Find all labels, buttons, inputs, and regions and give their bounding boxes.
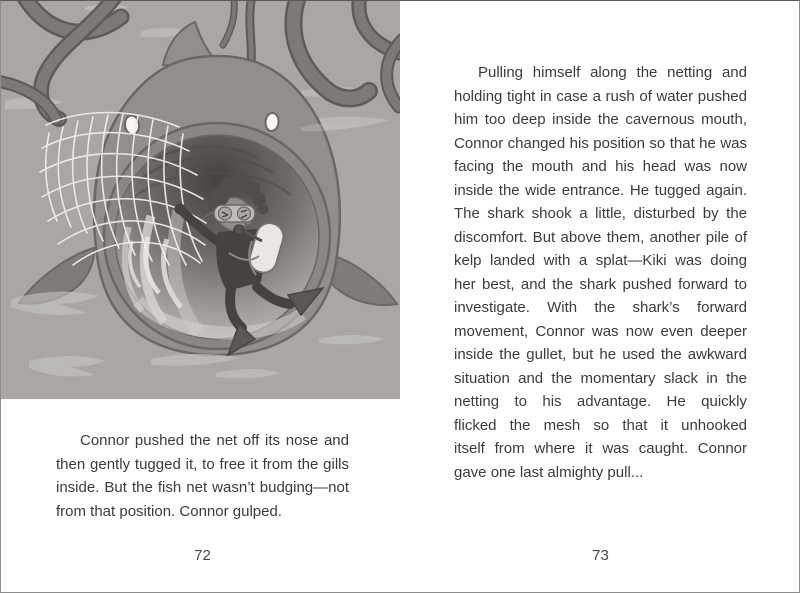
text-line: movement, Connor was now even deeper [454, 322, 747, 340]
text-line: facing the mouth and his head was now [454, 158, 747, 175]
shark-diver-illustration [1, 1, 400, 399]
text-line: netting to his advantage. He quickly [454, 393, 747, 410]
page-number-left: 72 [194, 547, 211, 564]
right-eye [265, 112, 280, 131]
text-line: itself from where it was caught. Connor [454, 440, 747, 457]
illustration-canvas [1, 1, 400, 399]
text-line: her best, and the shark pushed forward to [454, 275, 747, 293]
text-line: Pulling himself along the netting and [478, 64, 747, 81]
text-line: flicked the mesh so that it unhooked [454, 416, 747, 434]
text-line: Connor pushed the net off its nose and [80, 432, 349, 449]
regulator [234, 225, 244, 235]
text-line: him too deep inside the cavernous mouth, [454, 111, 747, 128]
text-line: kelp landed with a splat—Kiki was doing [454, 252, 747, 269]
text-line: inside the gullet, but he used the awkward [454, 346, 747, 363]
right-page-paragraph [454, 61, 747, 484]
text-line: holding tight in case a rush of water pushed [454, 87, 747, 105]
text-line: investigate. With the shark’s forward [454, 299, 747, 316]
text-line: situation and the momentary slack in the [454, 369, 747, 387]
text-line: then gently tugged it, to free it from the gills [56, 455, 349, 473]
text-line: Connor changed his position so that he was [454, 134, 747, 152]
text-line: discomfort. But above them, another pile of [454, 228, 747, 246]
text-line: from that position. Connor gulped. [56, 502, 282, 520]
text-line: The shark shook a little, disturbed by the [454, 205, 747, 222]
page-number-right: 73 [592, 547, 609, 564]
diver-hand [175, 204, 186, 215]
text-line: gave one last almighty pull... [454, 463, 644, 481]
left-page-paragraph [56, 429, 349, 523]
text-line: inside. But the fish net wasn’t budging—not [56, 479, 349, 496]
text-line: inside the wide entrance. He tugged again. [454, 181, 747, 199]
